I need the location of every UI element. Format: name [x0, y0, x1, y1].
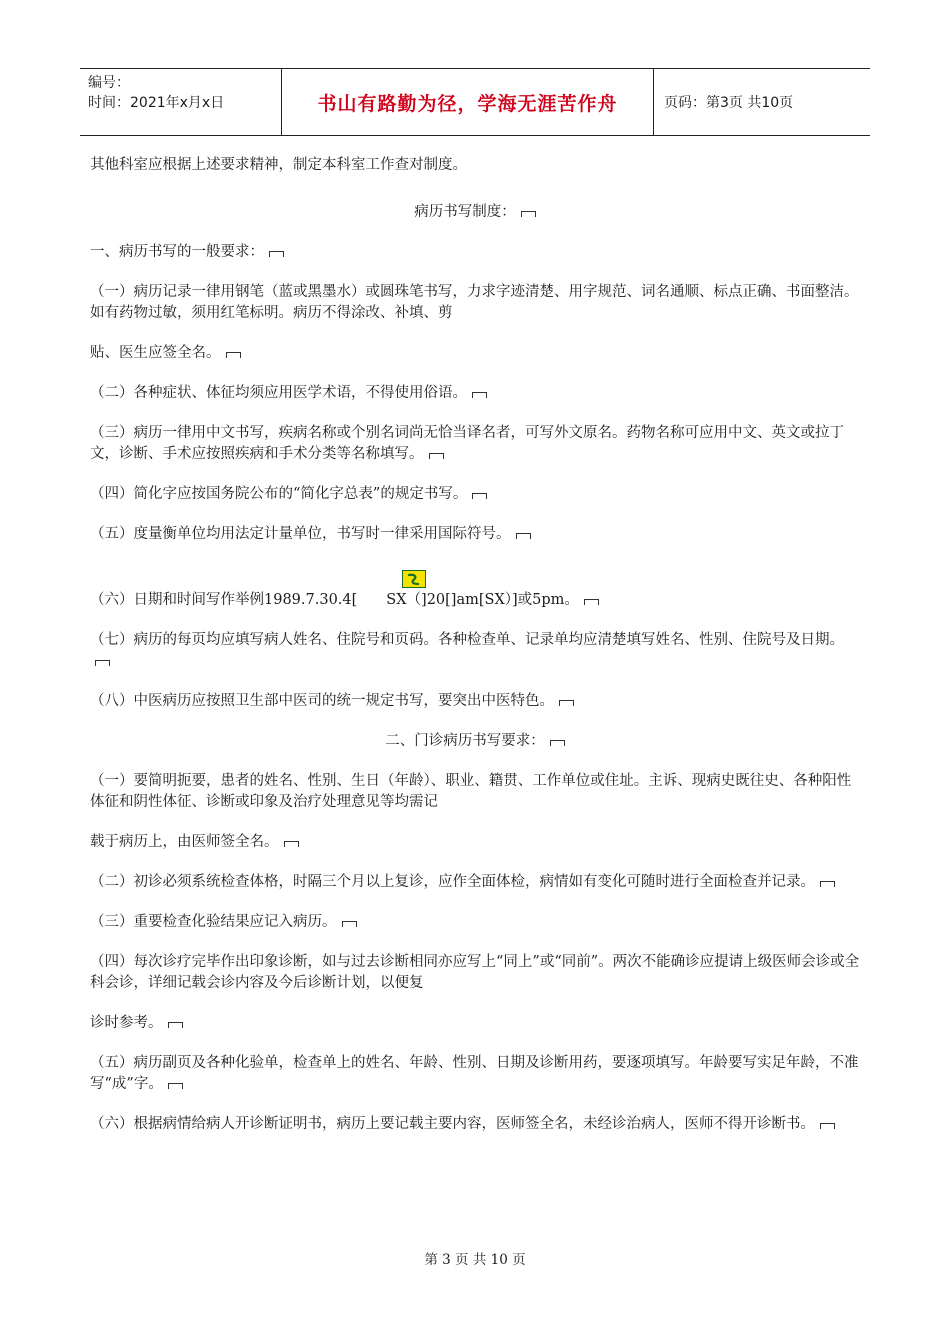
paragraph: （七）病历的每页均应填写病人姓名、住院号和页码。各种检查单、记录单均应清楚填写姓名、性别、住院号及日期。 — [90, 630, 860, 672]
paragraph: （四）每次诊疗完毕作出印象诊断，如与过去诊断相同亦应写上“同上”或“同前”。两次不能确诊应提请上级医师会诊或全科会诊，详细记载会诊内容及今后诊断计划，以便复 — [90, 954, 860, 991]
return-mark-icon — [95, 660, 110, 666]
time-label: 时间：2021年x月x日 — [88, 95, 225, 111]
document-body — [90, 155, 860, 1135]
paragraph: （五）病历副页及各种化验单，检查单上的姓名、年龄、性别、日期及诊断用药，要逐项填写。年龄要写实足年龄，不准写“成”字。 — [90, 1055, 859, 1092]
return-mark-icon — [429, 453, 444, 459]
number-label: 编号： — [88, 75, 130, 91]
return-mark-icon — [820, 1123, 835, 1129]
paragraph: （三）重要检查化验结果应记入病历。 — [90, 912, 860, 933]
return-mark-icon — [472, 392, 487, 398]
paragraph: （六）日期和时间写作举例1989.7.30.4[ SX（]20[]am[SX）]或5pm。 — [90, 590, 860, 611]
section-heading: 一、病历书写的一般要求： — [90, 242, 860, 263]
return-mark-icon — [559, 700, 574, 706]
return-mark-icon — [820, 881, 835, 887]
return-mark-icon — [284, 841, 299, 847]
return-mark-icon — [342, 921, 357, 927]
paragraph: 载于病历上，由医师签全名。 — [90, 832, 860, 853]
paragraph: （二）各种症状、体征均须应用医学术语，不得使用俗语。 — [90, 383, 860, 404]
green-arrow-icon — [402, 570, 426, 588]
paragraph: 贴、医生应签全名。 — [90, 343, 860, 364]
page-label: 页码：第3页 共10页 — [664, 95, 794, 111]
paragraph: （八）中医病历应按照卫生部中医司的统一规定书写，要突出中医特色。 — [90, 691, 860, 712]
return-mark-icon — [584, 599, 599, 605]
header-motto-cell — [282, 69, 654, 135]
header-meta — [80, 69, 282, 135]
paragraph: （一）病历记录一律用钢笔（蓝或黑墨水）或圆珠笔书写，力求字迹清楚、用字规范、词名通顺、标点正确、书面整洁。如有药物过敏，须用红笔标明。病历不得涂改、补填、剪 — [90, 284, 859, 321]
return-mark-icon — [516, 533, 531, 539]
paragraph: 诊时参考。 — [90, 1013, 860, 1034]
paragraph: （二）初诊必须系统检查体格，时隔三个月以上复诊，应作全面体检，病情如有变化可随时进行全面检查并记录。 — [90, 872, 860, 893]
section-title: 病历书写制度： — [90, 202, 860, 223]
paragraph: （四）简化字应按国务院公布的“简化字总表”的规定书写。 — [90, 484, 860, 505]
page-footer: 第 3 页 共 10 页 — [424, 1252, 526, 1268]
return-mark-icon — [521, 211, 536, 217]
return-mark-icon — [168, 1022, 183, 1028]
section-title: 二、门诊病历书写要求： — [90, 731, 860, 752]
return-mark-icon — [550, 740, 565, 746]
paragraph: 其他科室应根据上述要求精神，制定本科室工作查对制度。 — [90, 157, 467, 173]
paragraph: （六）根据病情给病人开诊断证明书，病历上要记载主要内容，医师签全名，未经诊治病人，医师不得开诊断书。 — [90, 1114, 860, 1135]
paragraph: （五）度量衡单位均用法定计量单位，书写时一律采用国际符号。 — [90, 524, 860, 545]
paragraph: （三）病历一律用中文书写，疾病名称或个别名词尚无恰当译名者，可写外文原名。药物名称可应用中文、英文或拉丁文，诊断、手术应按照疾病和手术分类等名称填写。 — [90, 425, 844, 462]
paragraph: （一）要简明扼要，患者的姓名、性别、生日（年龄）、职业、籍贯、工作单位或住址。主诉、现病史既往史、各种阳性体征和阴性体征、诊断或印象及治疗处理意见等均需记 — [90, 773, 852, 810]
return-mark-icon — [269, 251, 284, 257]
motto: 书山有路勤为径，学海无涯苦作舟 — [317, 92, 618, 115]
return-mark-icon — [226, 352, 241, 358]
page-header — [80, 68, 870, 136]
return-mark-icon — [168, 1083, 183, 1089]
return-mark-icon — [472, 493, 487, 499]
